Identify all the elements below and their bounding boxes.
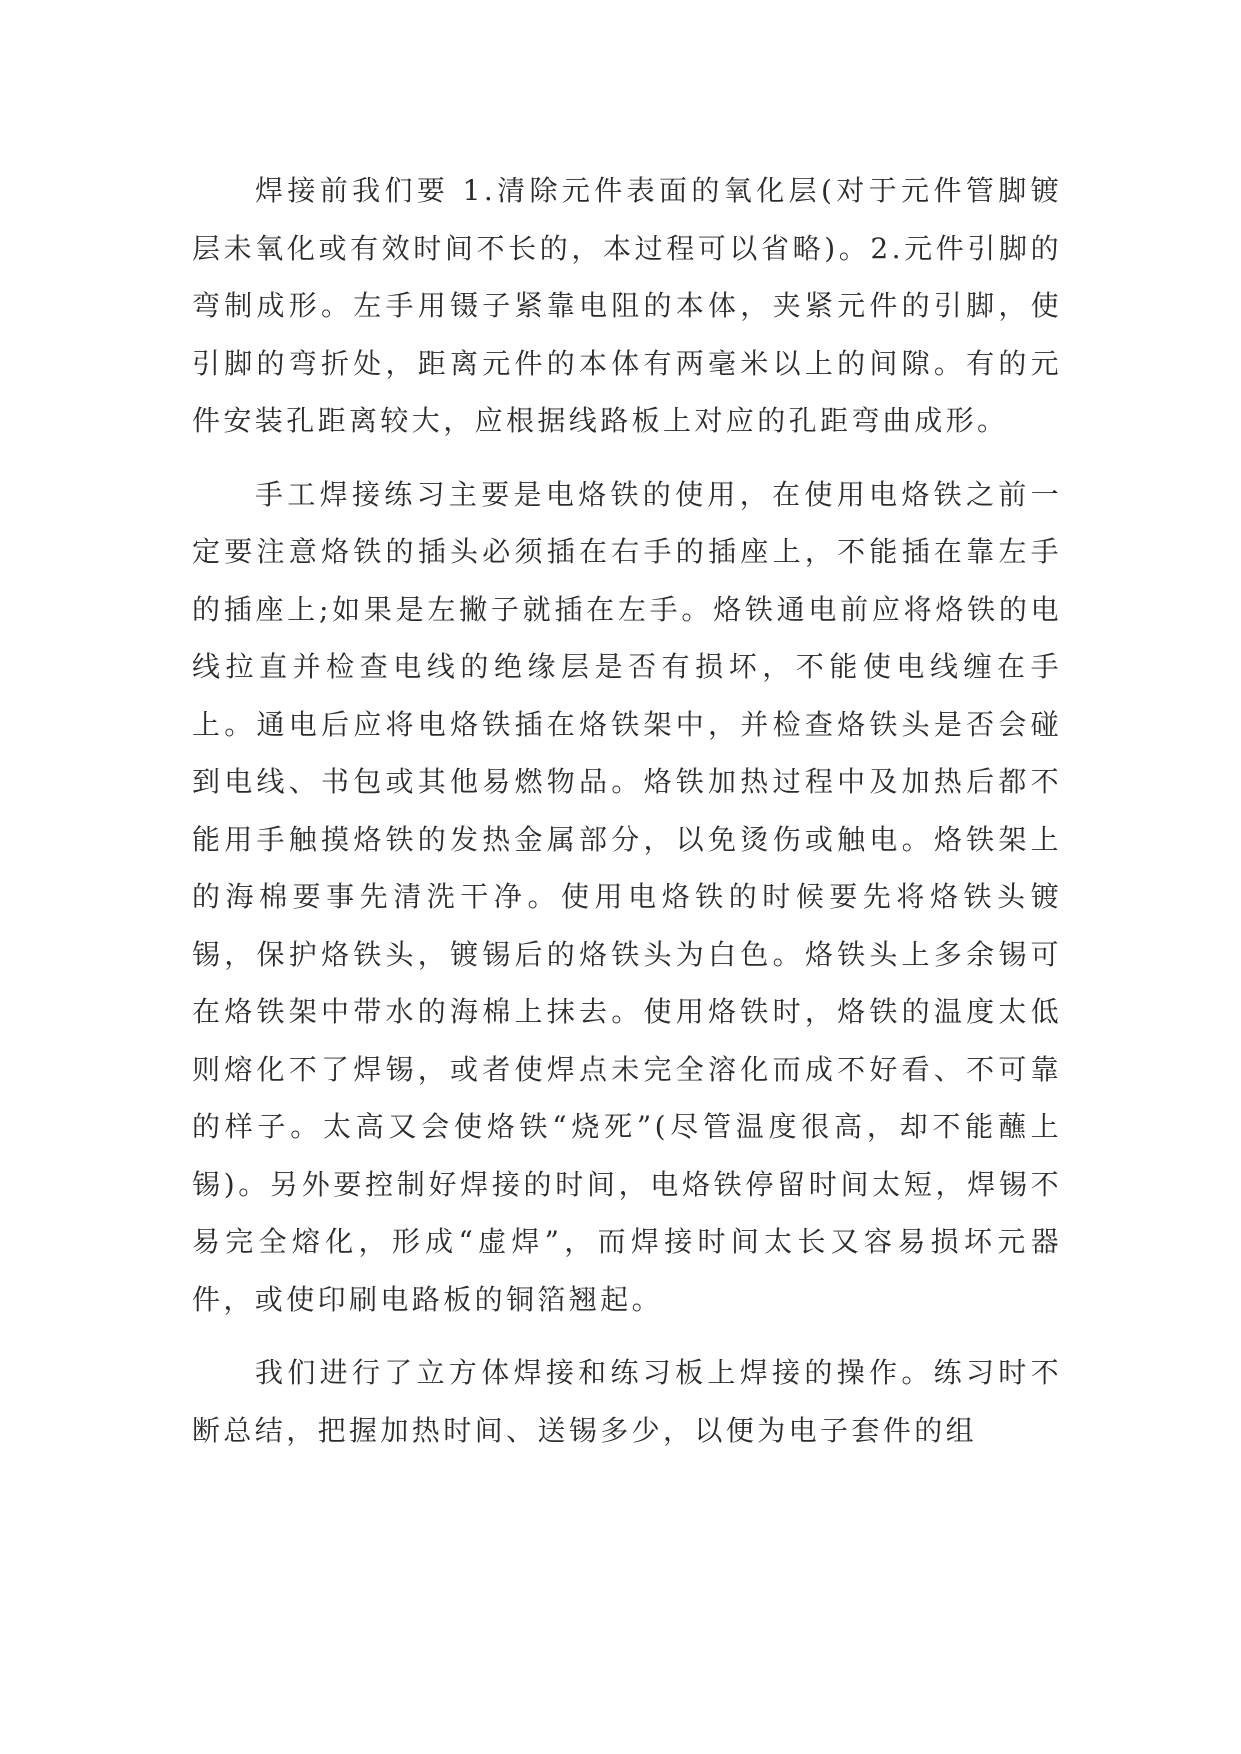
paragraph-soldering-iron-use: 手工焊接练习主要是电烙铁的使用，在使用电烙铁之前一定要注意烙铁的插头必须插在右手的插座上，不能插在靠左手的插座上;如果是左撇子就插在左手。烙铁通电前应将烙铁的电线拉直并检查电线的绝缘层是否有损坏，不能使电线缠在手上。通电后应将电烙铁插在烙铁架中，并检查烙铁头是否会碰到电线、书包或其他易燃物品。烙铁加热过程中及加热后都不能用手触摸烙铁的发热金属部分，以免烫伤或触电。烙铁架上的海棉要事先清洗干净。使用电烙铁的时候要先将烙铁头镀锡，保护烙铁头，镀锡后的烙铁头为白色。烙铁头上多余锡可在烙铁架中带水的海棉上抹去。使用烙铁时，烙铁的温度太低则熔化不了焊锡，或者使焊点未完全溶化而成不好看、不可靠的样子。太高又会使烙铁“烧死”(尽管温度很高，却不能蘸上锡)。另外要控制好焊接的时间，电烙铁停留时间太短，焊锡不易完全熔化，形成“虚焊”，而焊接时间太长又容易损坏元器件，或使印刷电路板的铜箔翘起。 bbox=[192, 477, 1062, 1316]
paragraph-preparation: 焊接前我们要 1.清除元件表面的氧化层(对于元件管脚镀层未氧化或有效时间不长的，本过程可以省略)。2.元件引脚的弯制成形。左手用镊子紧靠电阻的本体，夹紧元件的引脚，使引脚的弯折处，距离元件的本体有两毫米以上的间隙。有的元件安装孔距离较大，应根据线路板上对应的孔距弯曲成形。 bbox=[192, 174, 1062, 437]
document-body bbox=[192, 162, 1062, 1459]
paragraph-practice: 我们进行了立方体焊接和练习板上焊接的操作。练习时不断总结，把握加热时间、送锡多少，以便为电子套件的组 bbox=[192, 1356, 1062, 1447]
